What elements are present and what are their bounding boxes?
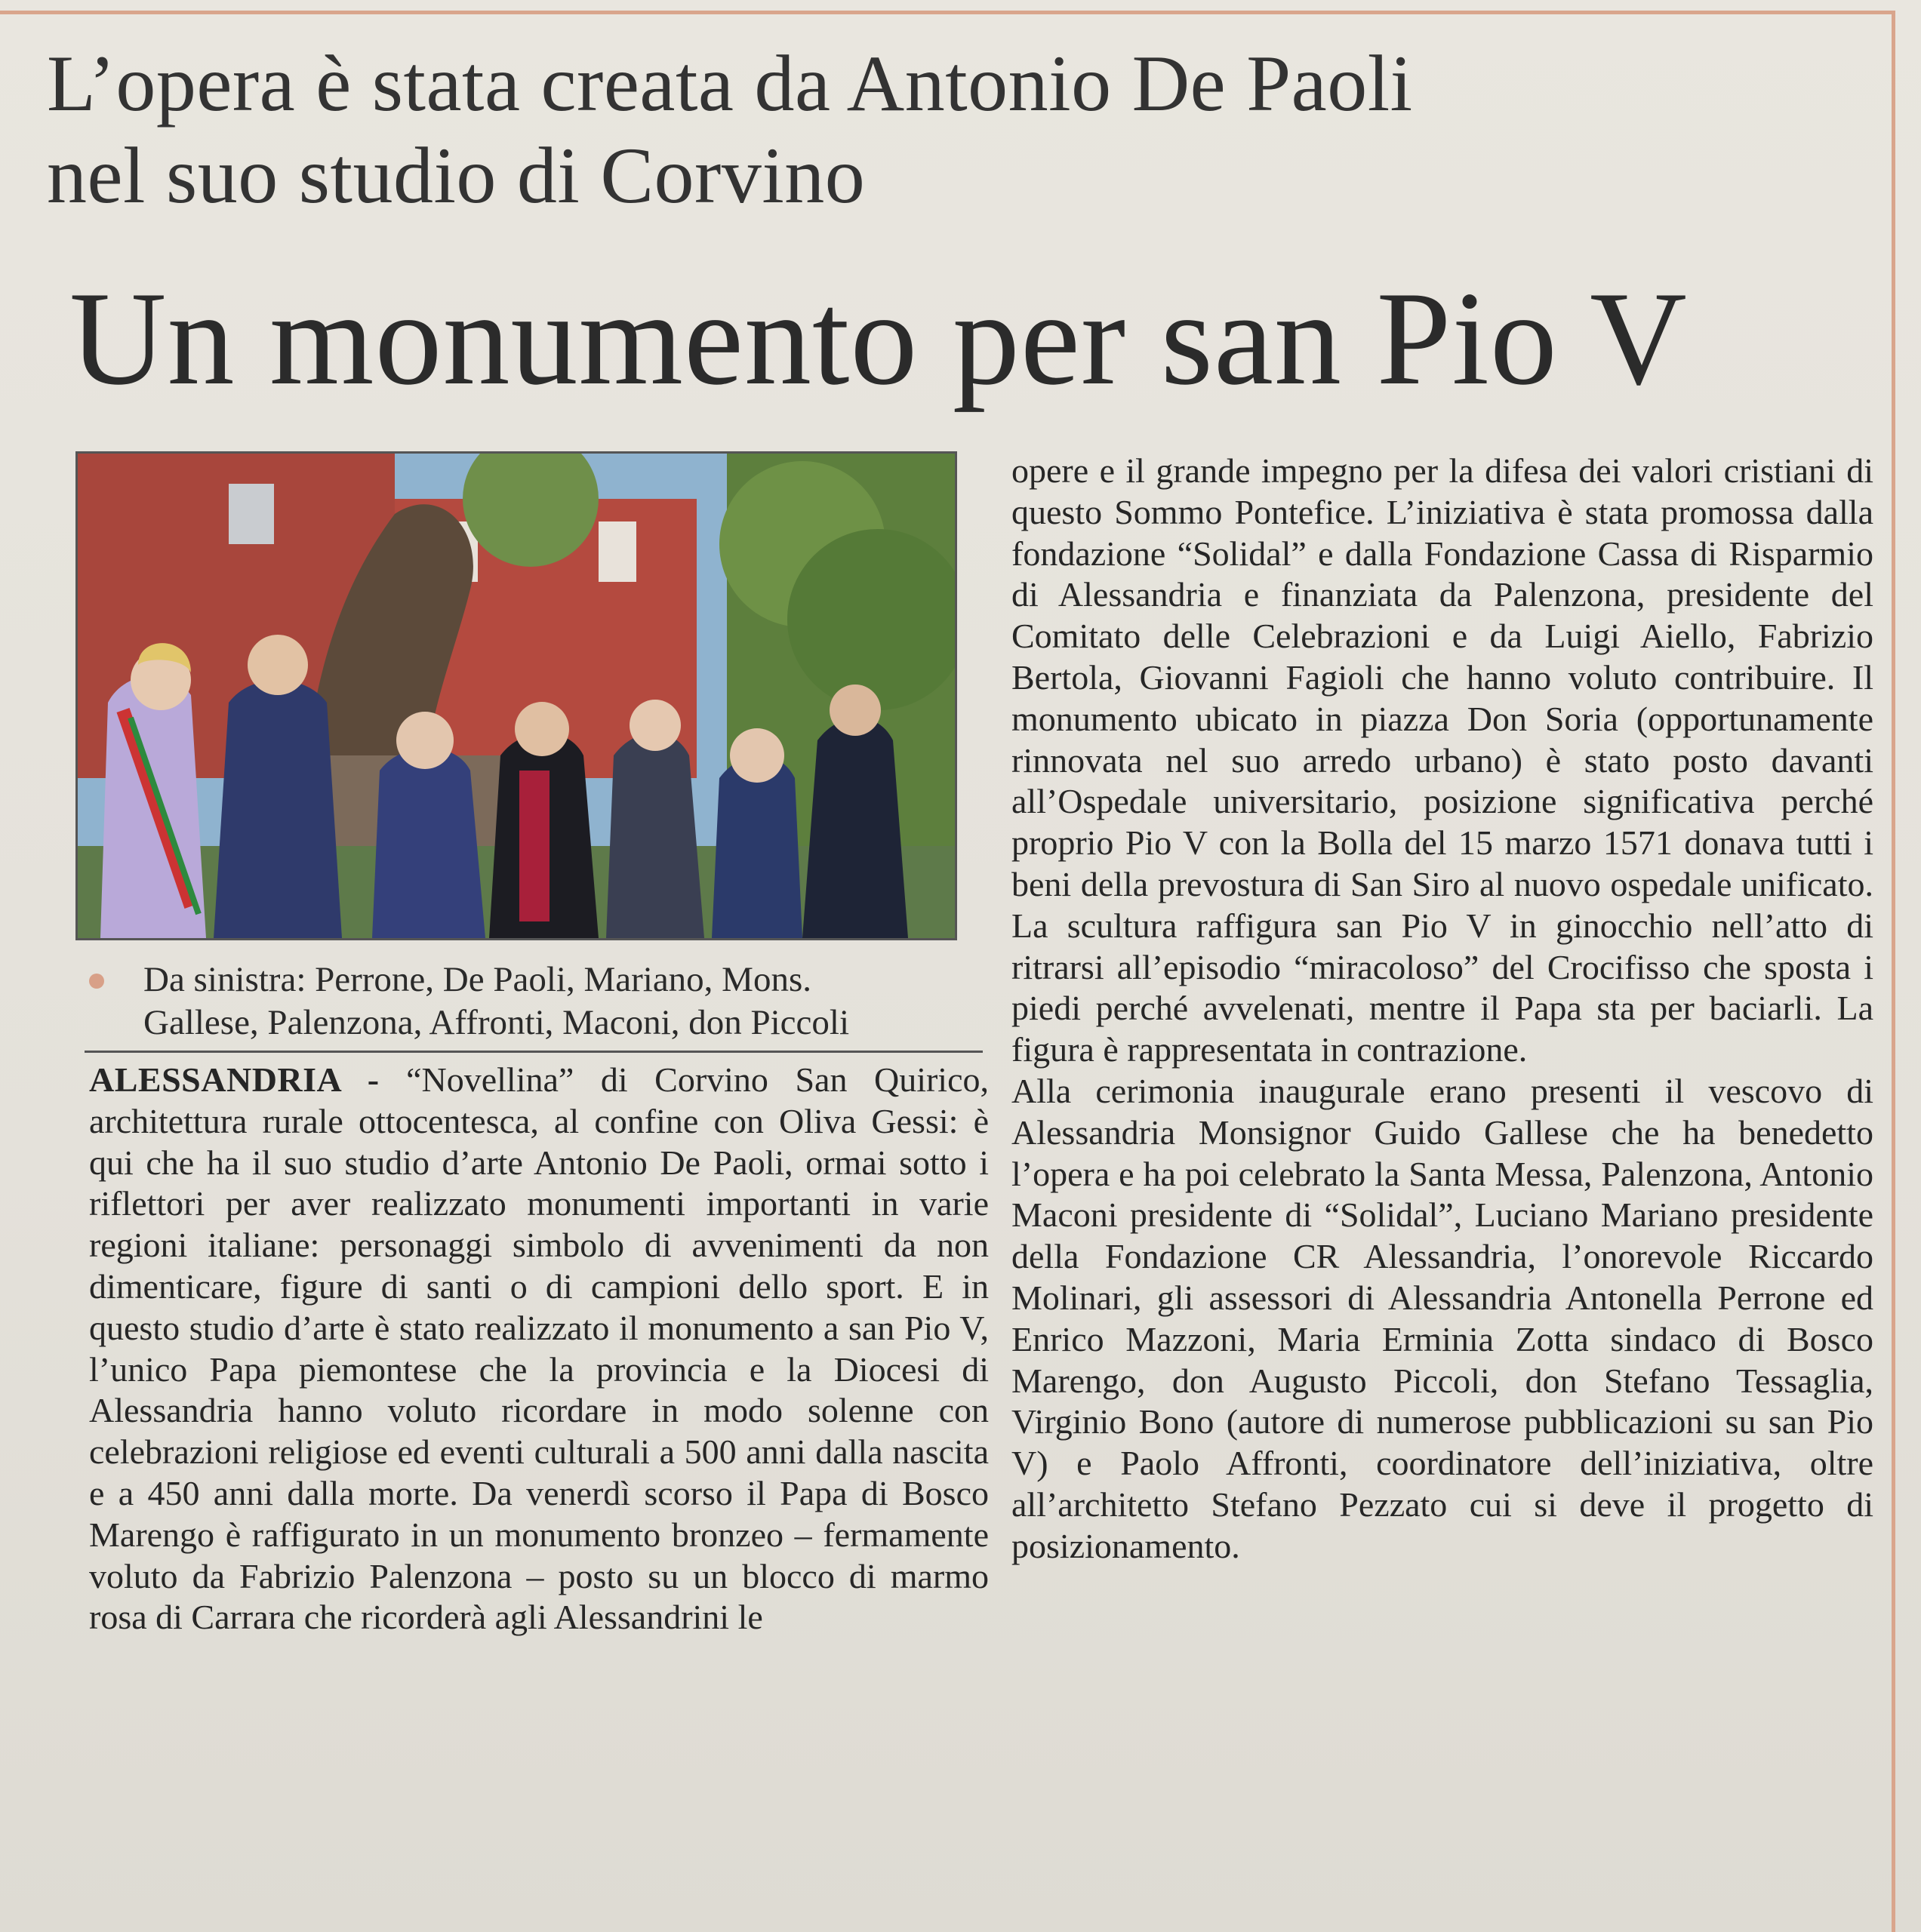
ceremony-photo-illustration [78,454,955,938]
caption-line-2: Gallese, Palenzona, Affronti, Maconi, don Piccoli [143,1003,849,1042]
body-column-left [89,1060,989,1638]
body-paragraph-right-2: Alla cerimonia inaugurale erano presenti il vescovo di Alessandria Monsignor Guido Gallese che ha benedetto l’opera e ha poi celebrato la Santa Messa, Palenzona, Antonio Maconi presidente di “Solidal”, Luciano Mariano presidente della Fondazione CR Alessandria, l’onorevole Riccardo Molinari, gli assessori di Alessandria Antonella Perrone ed Enrico Mazzoni, Maria Erminia Zotta sindaco di Bosco Marengo, don Augusto Piccoli, don Stefano Tessaglia, Virginio Bono (autore di numerose pubblicazioni su san Pio V) e Paolo Affronti, coordinatore dell’iniziativa, oltre all’architetto Stefano Pezzato cui si deve il progetto di posizionamento. [1011,1071,1873,1565]
article-photo [75,451,957,940]
kicker-line-1: L’opera è stata creata da Antonio De Paoli [47,39,1413,128]
caption-divider [85,1051,983,1053]
article-kicker [47,38,1707,222]
body-column-right [1011,451,1873,1567]
body-paragraph-left [89,1060,989,1638]
right-accent-rule [1892,11,1895,1932]
kicker-line-2: nel suo studio di Corvino [47,131,866,220]
photo-caption [143,958,989,1044]
caption-line-1: Da sinistra: Perrone, De Paoli, Mariano, Mons. [143,960,812,999]
article-headline: Un monumento per san Pio V [69,263,1688,413]
caption-bullet [89,974,104,989]
dateline: ALESSANDRIA - [89,1060,380,1099]
body-paragraph-right-1: opere e il grande impegno per la difesa dei valori cristiani di questo Sommo Pontefice. L’iniziativa è stata promossa dalla fondazione “Solidal” e dalla Fondazione Cassa di Risparmio di Alessandria e finanziata da Palenzona, presidente del Comitato delle Celebrazioni e da Luigi Aiello, Fabrizio Bertola, Giovanni Fagioli che hanno voluto contribuire. Il monumento ubicato in piazza Don Soria (opportunamente rinnovata nel suo arredo urbano) è stato posto davanti all’Ospedale universitario, posizione significativa perché proprio Pio V con la Bolla del 15 marzo 1571 donava tutti i beni della prevostura di San Siro al nuovo ospedale unificato. La scultura raffigura san Pio V in ginocchio nell’atto di ritrarsi all’episodio “miracoloso” del Crocifisso che sposta i piedi perché avvelenati, mentre il Papa sta per baciarli. La figura è rappresentata in contrazione. [1011,451,1873,1069]
body-left-text: “Novellina” di Corvino San Quirico, architettura rurale ottocentesca, al confine con Oliva Gessi: è qui che ha il suo studio d’arte Antonio De Paoli, ormai sotto i riflettori per aver realizzato monumenti importanti in varie regioni italiane: personaggi simbolo di avvenimenti da non dimenticare, figure di santi o di campioni dello sport. E in questo studio d’arte è stato realizzato il monumento a san Pio V, l’unico Papa piemontese che la provincia e la Diocesi di Alessandria hanno voluto ricordare in modo solenne con celebrazioni religiose ed eventi culturali a 500 anni dalla nascita e a 450 anni dalla morte. Da venerdì scorso il Papa di Bosco Marengo è raffigurato in un monumento bronzeo – fermamente voluto da Fabrizio Palenzona – posto su un blocco di marmo rosa di Carrara che ricorderà agli Alessandrini le [89,1060,990,1637]
top-accent-rule [0,11,1895,14]
